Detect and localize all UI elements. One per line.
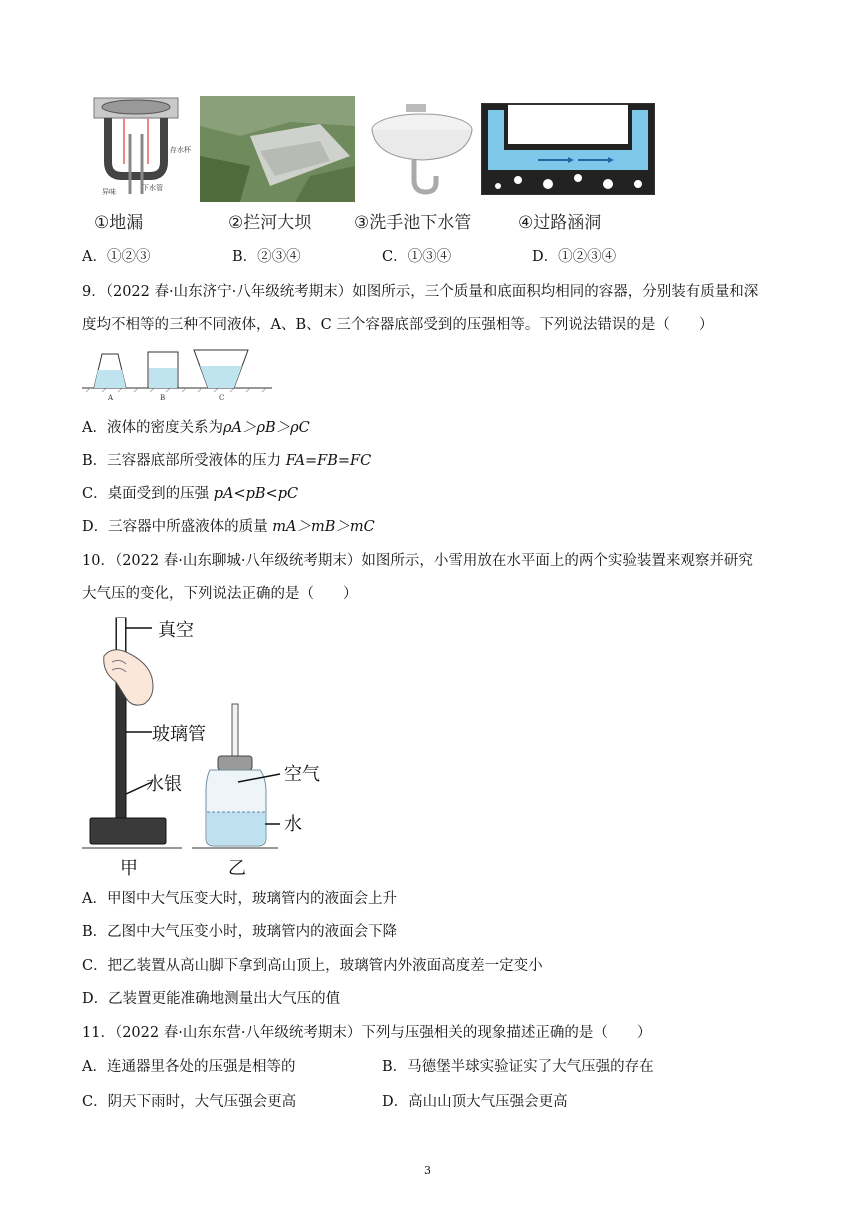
q9-option-d bbox=[82, 517, 375, 537]
label-yi: 乙 bbox=[228, 858, 246, 879]
q9-option-d-pre: D．三容器中所盛液体的质量 bbox=[82, 519, 273, 535]
q8-label-pipe: 下水管 bbox=[142, 184, 163, 192]
q9-option-c bbox=[82, 484, 298, 504]
q9-fig-label-b: B bbox=[160, 394, 166, 402]
q9-stem-line2: 度均不相等的三种不同液体，A、B、C 三个容器底部受到的压强相等。下列说法错误的是（ ） bbox=[82, 317, 714, 333]
q9-option-a bbox=[82, 418, 310, 438]
q9-option-b-pre: B．三容器底部所受液体的压力 bbox=[82, 453, 286, 469]
label-jia: 甲 bbox=[120, 858, 138, 879]
q8-label-odor: 异味 bbox=[102, 188, 116, 196]
q10-stem-line1: 10．（2022 春·山东聊城·八年级统考期末）如图所示，小雪用放在水平面上的两个实验装置来观察并研究 bbox=[82, 553, 753, 569]
q8-option-c: C．①③④ bbox=[382, 249, 452, 265]
label-mercury: 水银 bbox=[146, 774, 182, 795]
q8-caption-3: ③洗手池下水管 bbox=[354, 213, 472, 233]
q11-stem: 11．（2022 春·山东东营·八年级统考期末）下列与压强相关的现象描述正确的是（ ） bbox=[82, 1025, 652, 1041]
label-water: 水 bbox=[284, 814, 302, 835]
q9-containers-figure bbox=[82, 346, 278, 402]
label-air: 空气 bbox=[284, 764, 320, 785]
q9-option-c-pre: C．桌面受到的压强 bbox=[82, 486, 214, 502]
q11-option-d: D．高山山顶大气压强会更高 bbox=[382, 1094, 568, 1110]
q9-stem-line1: 9．（2022 春·山东济宁·八年级统考期末）如图所示，三个质量和底面积均相同的容器，分别装有质量和深 bbox=[82, 284, 759, 300]
q8-caption-2: ②拦河大坝 bbox=[228, 213, 312, 233]
q10-option-b: B．乙图中大气压变小时，玻璃管内的液面会下降 bbox=[82, 924, 398, 940]
q8-caption-1: ①地漏 bbox=[94, 213, 144, 233]
q9-option-c-expr: pA<pB<pC bbox=[213, 486, 299, 502]
q11-option-b: B．马德堡半球实验证实了大气压强的存在 bbox=[382, 1059, 654, 1075]
q10-barometer-figure bbox=[82, 612, 342, 884]
q10-option-d: D．乙装置更能准确地测量出大气压的值 bbox=[82, 991, 341, 1007]
q9-fig-label-c: C bbox=[219, 394, 225, 402]
floor-drain-image bbox=[86, 94, 191, 204]
q9-fig-label-a: A bbox=[108, 394, 114, 402]
q9-option-a-pre: A．液体的密度关系为 bbox=[82, 420, 223, 436]
q10-option-a: A．甲图中大气压变大时，玻璃管内的液面会上升 bbox=[82, 891, 397, 907]
q9-option-a-expr: ρA＞ρB＞ρC bbox=[222, 420, 310, 436]
q10-stem-line2: 大气压的变化，下列说法正确的是（ ） bbox=[82, 586, 358, 602]
q8-option-d: D．①②③④ bbox=[532, 249, 617, 265]
q8-option-a: A．①②③ bbox=[82, 249, 151, 265]
label-vacuum: 真空 bbox=[158, 620, 194, 641]
q11-option-c: C．阴天下雨时，大气压强会更高 bbox=[82, 1094, 297, 1110]
sink-image bbox=[366, 100, 478, 200]
page-number: 3 bbox=[424, 1164, 431, 1177]
dam-photo bbox=[200, 96, 355, 202]
q8-caption-4: ④过路涵洞 bbox=[518, 213, 602, 233]
q8-option-b: B．②③④ bbox=[232, 249, 301, 265]
q9-option-d-expr: mA＞mB＞mC bbox=[272, 519, 375, 535]
label-glass-tube: 玻璃管 bbox=[152, 724, 206, 745]
q8-label-cup: 存水杯 bbox=[170, 146, 191, 154]
q10-option-c: C．把乙装置从高山脚下拿到高山顶上，玻璃管内外液面高度差一定变小 bbox=[82, 958, 543, 974]
q9-option-b bbox=[82, 451, 371, 471]
q9-option-b-expr: FA=FB=FC bbox=[285, 453, 372, 469]
culvert-image bbox=[478, 100, 658, 198]
q11-option-a: A．连通器里各处的压强是相等的 bbox=[82, 1059, 296, 1075]
